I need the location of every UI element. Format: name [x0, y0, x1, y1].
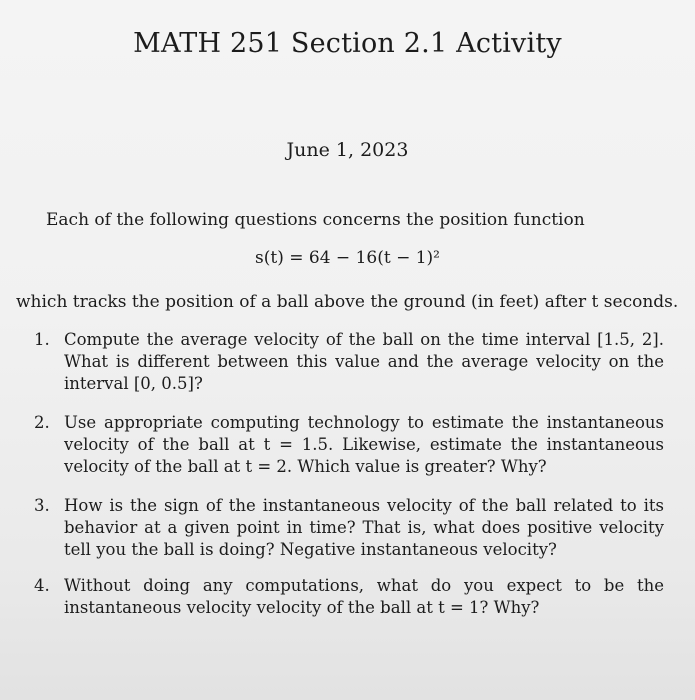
question-item-2 — [34, 412, 664, 478]
question-number: 3. — [34, 496, 50, 515]
question-number: 4. — [34, 576, 50, 595]
question-item-3 — [34, 495, 664, 561]
position-function-formula: s(t) = 64 − 16(t − 1)² — [255, 248, 440, 268]
intro-text: Each of the following questions concerns the position function — [46, 210, 585, 230]
question-number: 2. — [34, 413, 50, 432]
question-text: Without doing any computations, what do you expect to be the instantaneous velocity velocity of the ball at t = 1? Why? — [64, 576, 664, 617]
document-title: MATH 251 Section 2.1 Activity — [133, 28, 562, 59]
question-text: How is the sign of the instantaneous velocity of the ball related to its behavior at a given point in time? That is, what does positive velocity tell you the ball is doing? Negative instantaneous velocity? — [64, 496, 664, 559]
intro-trailer-text: which tracks the position of a ball above the ground (in feet) after t seconds. — [16, 292, 679, 312]
question-text: Use appropriate computing technology to estimate the instantaneous velocity of the ball at t = 1.5. Likewise, estimate the instantaneous velocity of the ball at t = 2. Which value is greater? Why? — [64, 413, 664, 476]
question-item-4 — [34, 575, 664, 619]
question-text: Compute the average velocity of the ball on the time interval [1.5, 2]. What is different between this value and the average velocity on the interval [0, 0.5]? — [64, 330, 664, 393]
question-number: 1. — [34, 330, 50, 349]
document-date: June 1, 2023 — [286, 139, 409, 161]
question-item-1 — [34, 329, 664, 395]
